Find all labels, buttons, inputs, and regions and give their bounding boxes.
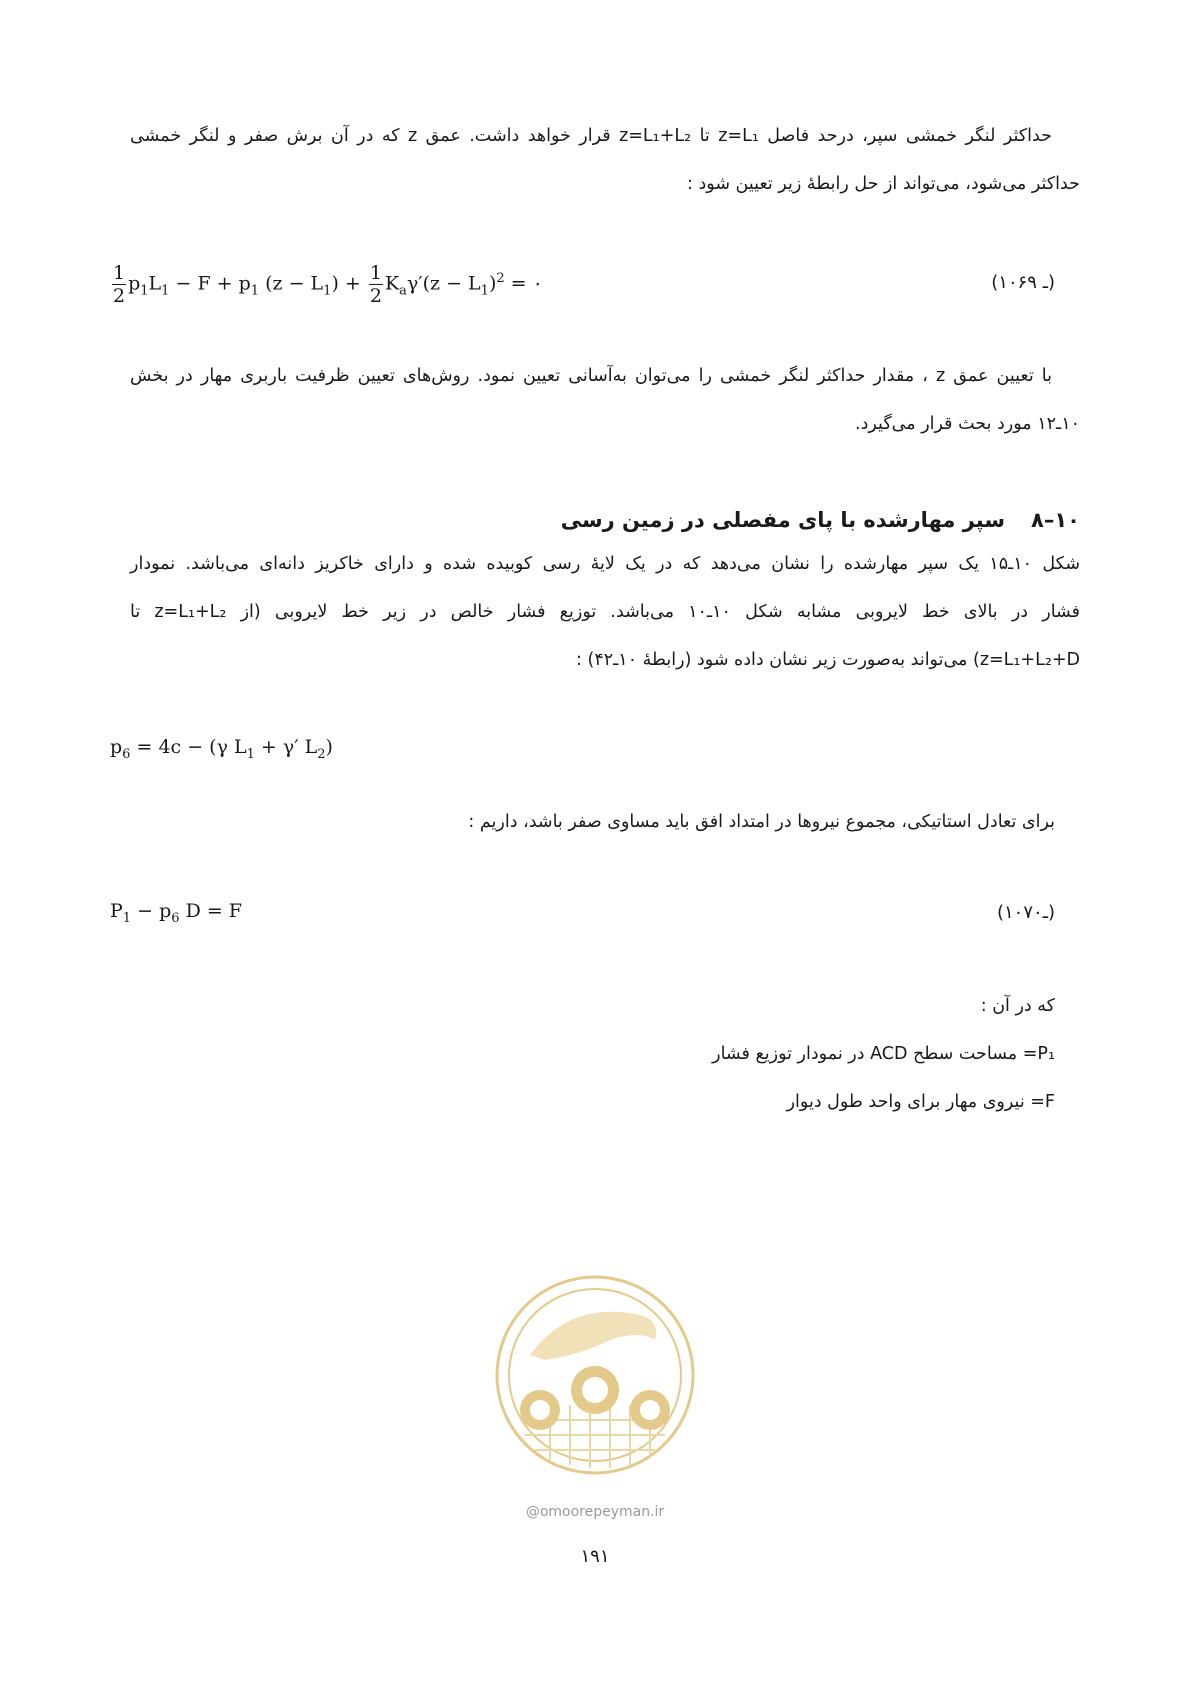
watermark-site: @omoorepeyman.ir [525, 1504, 665, 1520]
paragraph-line: فشار در بالای خط لایروبی مشابه شکل ۱۰ـ۱۰ می‌باشد. توزیع فشار خالص در زیر خط لایروبی (از z=L₁+L₂ تا [130, 602, 1080, 622]
fraction-half: $\frac{1}{2}$ [113, 262, 126, 307]
paragraph-line: ۱۰ـ۱۲ مورد بحث قرار می‌گیرد. [855, 414, 1080, 434]
definition-f: F= نیروی مهار برای واحد طول دیوار [786, 1092, 1055, 1112]
equation-number: (۱۰ـ۷۰) [996, 902, 1055, 923]
paragraph-line: با تعیین عمق z ، مقدار حداکثر لنگر خمشی را می‌توان به‌آسانی تعیین نمود. روش‌های تعیین ظرفیت باربری مهار در بخش [130, 366, 1052, 386]
watermark-logo-icon [490, 1260, 700, 1490]
section-heading [561, 508, 1080, 532]
paragraph-max-moment [130, 112, 1080, 208]
fraction-half: $\frac{1}{2}$ [369, 262, 382, 307]
paragraph-depth-z [130, 352, 1080, 448]
equation-10-70: $P_1 - p_6$ D = F [110, 900, 242, 926]
section-number: ۱۰–۸ [1031, 508, 1080, 532]
paragraph-line: حداکثر می‌شود، می‌تواند از حل رابطهٔ زیر تعیین شود : [687, 174, 1080, 194]
page-number: ۱۹۱ [580, 1546, 610, 1567]
definitions-list [712, 982, 1055, 1126]
equation-10-69: $\frac{1}{2}$ $p_1L_1 - F + p_1$ $(z - L_1)$ + $\frac{1}{2}$ $K_a\gamma'(z - L_1)^2$ = ۰ [113, 262, 543, 307]
equation-number: (۱۰ـ ۶۹) [991, 272, 1055, 293]
section-title: سپر مهارشده با پای مفصلی در زمین رسی [560, 508, 1006, 532]
definitions-intro: که در آن : [980, 996, 1055, 1016]
paragraph-anchored-sheet [130, 540, 1080, 684]
definition-p1: P₁= مساحت سطح ACD در نمودار توزیع فشار [712, 1044, 1055, 1064]
paragraph-equilibrium: برای تعادل استاتیکی، مجموع نیروها در امتداد افق باید مساوی صفر باشد، داریم : [468, 812, 1055, 832]
paragraph-line: z=L₁+L₂+D) می‌تواند به‌صورت زیر نشان داده شود (رابطهٔ ۱۰ـ۴۲) : [576, 650, 1080, 670]
paragraph-line: شکل ۱۰ـ۱۵ یک سپر مهارشده را نشان می‌دهد که در یک لایهٔ رسی کوبیده شده و دارای خاکریز دانه‌ای می‌باشد. نمودار [130, 554, 1080, 574]
paragraph-line: حداکثر لنگر خمشی سپر، درحد فاصل z=L₁ تا z=L₁+L₂ قرار خواهد داشت. عمق z که در آن برش صفر و لنگر خمشی [130, 126, 1052, 146]
equation-p6: $p_6 = 4c - (\gamma$ $L_1 + \gamma'$ $L_2$) [110, 736, 333, 762]
